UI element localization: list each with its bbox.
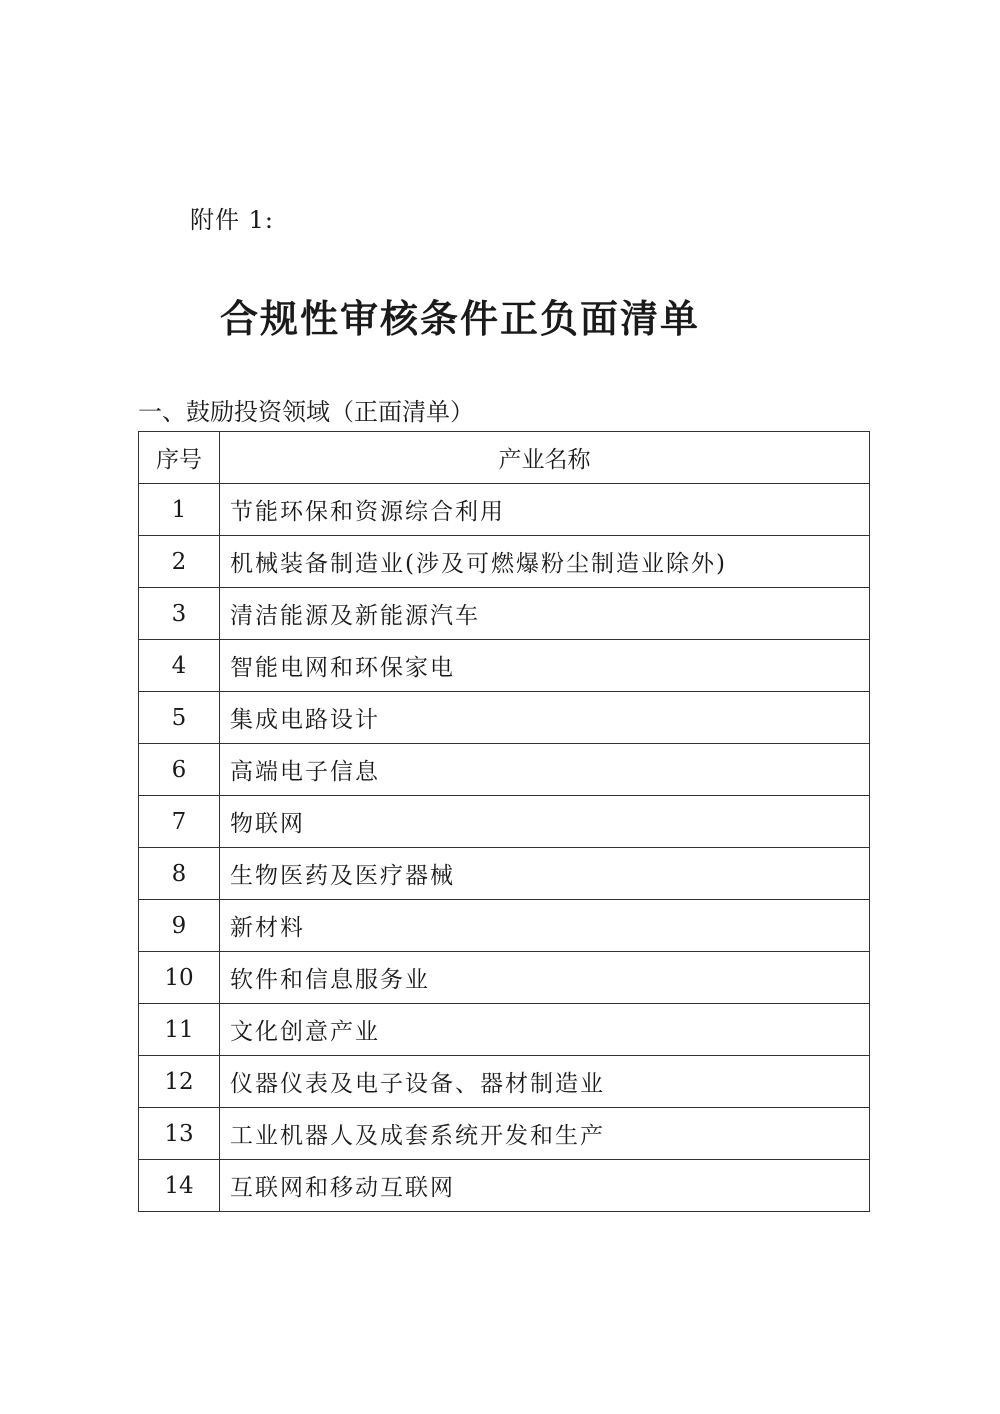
row-number: 11	[139, 1004, 220, 1056]
row-number: 2	[139, 536, 220, 588]
page-title: 合规性审核条件正负面清单	[219, 297, 700, 341]
table-header-row	[139, 432, 870, 484]
industry-name: 新材料	[220, 900, 870, 952]
industry-name: 生物医药及医疗器械	[220, 848, 870, 900]
table-row	[139, 484, 870, 536]
row-number: 8	[139, 848, 220, 900]
table-row	[139, 1056, 870, 1108]
row-number: 6	[139, 744, 220, 796]
table-row	[139, 900, 870, 952]
attachment-label: 附件 1:	[190, 206, 274, 234]
industry-name: 软件和信息服务业	[220, 952, 870, 1004]
industry-name: 机械装备制造业(涉及可燃爆粉尘制造业除外)	[220, 536, 870, 588]
table-row	[139, 692, 870, 744]
table-row	[139, 536, 870, 588]
table-row	[139, 796, 870, 848]
table-row	[139, 952, 870, 1004]
row-number: 5	[139, 692, 220, 744]
header-number: 序号	[139, 432, 220, 484]
table-row	[139, 848, 870, 900]
table-row	[139, 1160, 870, 1212]
row-number: 4	[139, 640, 220, 692]
industry-name: 工业机器人及成套系统开发和生产	[220, 1108, 870, 1160]
row-number: 1	[139, 484, 220, 536]
section-heading: 一、鼓励投资领域（正面清单）	[138, 398, 474, 426]
industry-name: 节能环保和资源综合利用	[220, 484, 870, 536]
row-number: 10	[139, 952, 220, 1004]
table-row	[139, 1108, 870, 1160]
row-number: 12	[139, 1056, 220, 1108]
industry-name: 高端电子信息	[220, 744, 870, 796]
industry-name: 仪器仪表及电子设备、器材制造业	[220, 1056, 870, 1108]
table-row	[139, 640, 870, 692]
row-number: 3	[139, 588, 220, 640]
industry-table	[138, 431, 870, 1212]
table-row	[139, 588, 870, 640]
industry-name: 互联网和移动互联网	[220, 1160, 870, 1212]
table-row	[139, 744, 870, 796]
header-name: 产业名称	[220, 432, 870, 484]
row-number: 14	[139, 1160, 220, 1212]
industry-name: 清洁能源及新能源汽车	[220, 588, 870, 640]
row-number: 7	[139, 796, 220, 848]
table-row	[139, 1004, 870, 1056]
industry-name: 集成电路设计	[220, 692, 870, 744]
row-number: 13	[139, 1108, 220, 1160]
industry-name: 物联网	[220, 796, 870, 848]
industry-name: 智能电网和环保家电	[220, 640, 870, 692]
row-number: 9	[139, 900, 220, 952]
table-body	[139, 484, 870, 1212]
industry-name: 文化创意产业	[220, 1004, 870, 1056]
